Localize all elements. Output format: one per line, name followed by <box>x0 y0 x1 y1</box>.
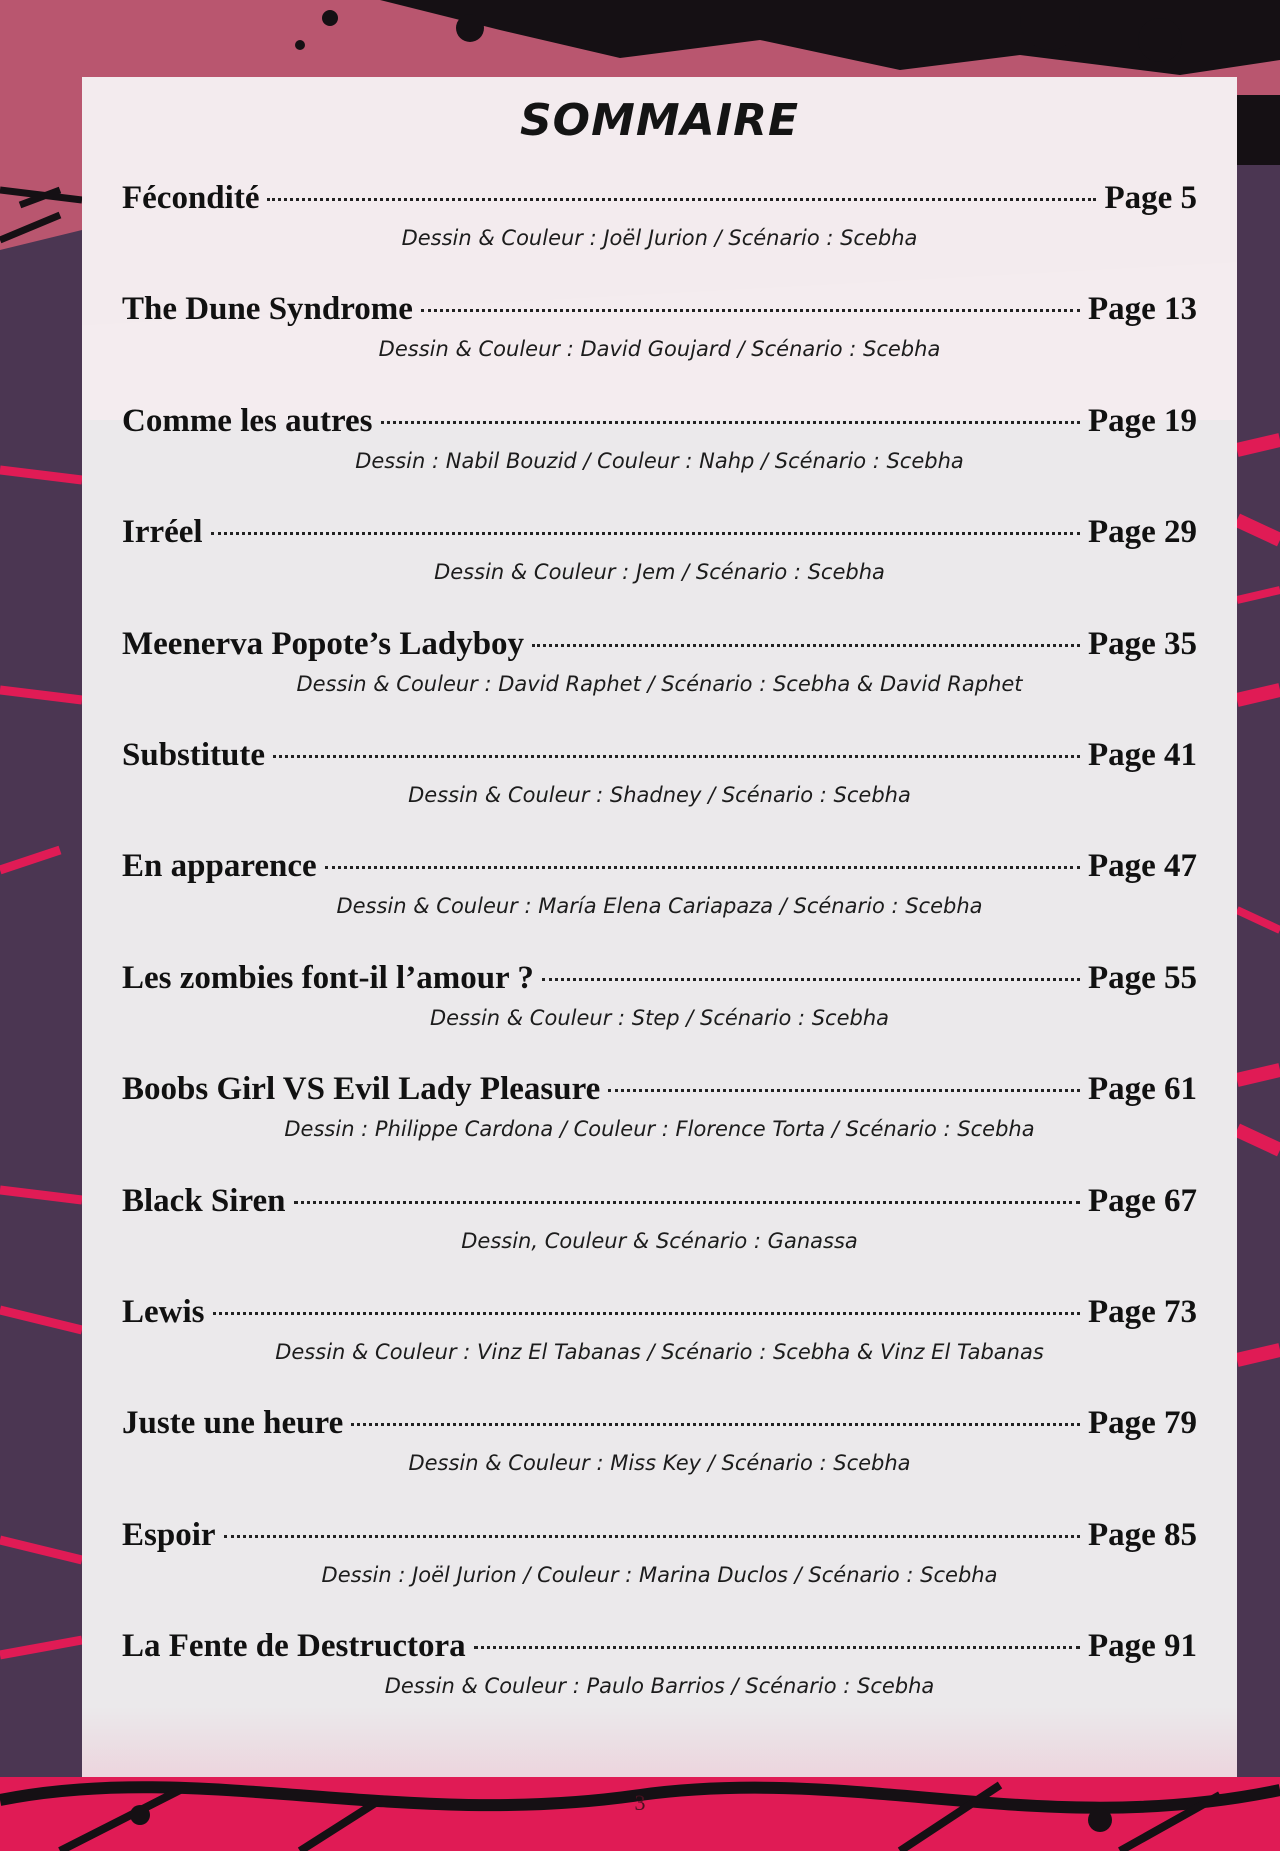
story-page-number: Page 35 <box>1087 625 1197 662</box>
story-title: Les zombies font-il l’amour ? <box>122 959 534 996</box>
toc-entry <box>122 1183 1197 1294</box>
story-title: Black Siren <box>122 1182 286 1219</box>
dot-leader <box>474 1646 1080 1649</box>
toc-entry <box>122 1628 1197 1739</box>
toc-entry <box>122 626 1197 737</box>
contents-panel <box>82 77 1237 1777</box>
toc-entry-line <box>122 1405 1197 1451</box>
toc-entry <box>122 1071 1197 1182</box>
story-page-number: Page 47 <box>1087 848 1197 885</box>
toc-entry <box>122 848 1197 959</box>
toc-entry-line <box>122 514 1197 560</box>
table-of-contents <box>122 180 1197 1739</box>
dot-leader <box>325 866 1080 869</box>
dot-leader <box>542 978 1080 981</box>
story-title: La Fente de Destructora <box>122 1628 466 1665</box>
story-page-number: Page 29 <box>1087 514 1197 551</box>
story-title: Lewis <box>122 1293 205 1330</box>
story-title: Substitute <box>122 736 266 773</box>
toc-entry <box>122 960 1197 1071</box>
story-page-number: Page 19 <box>1087 402 1197 439</box>
story-page-number: Page 61 <box>1087 1071 1197 1108</box>
toc-entry-line <box>122 1628 1197 1674</box>
story-title: The Dune Syndrome <box>122 291 413 328</box>
dot-leader <box>294 1201 1080 1204</box>
story-credits: Dessin & Couleur : Vinz El Tabanas / Scénario : Scebha & Vinz El Tabanas <box>275 1339 1044 1364</box>
toc-entry-line <box>122 960 1197 1006</box>
story-credits: Dessin : Nabil Bouzid / Couleur : Nahp / Scénario : Scebha <box>355 448 964 473</box>
dot-leader <box>267 198 1096 201</box>
dot-leader <box>211 532 1080 535</box>
toc-entry <box>122 514 1197 625</box>
dot-leader <box>608 1089 1080 1092</box>
toc-entry-line <box>122 848 1197 894</box>
story-page-number: Page 5 <box>1104 180 1197 216</box>
story-credits: Dessin & Couleur : Paulo Barrios / Scénario : Scebha <box>384 1674 935 1699</box>
story-page-number: Page 67 <box>1087 1182 1197 1219</box>
toc-entry-line <box>122 403 1197 449</box>
toc-entry-line <box>122 1071 1197 1117</box>
page-number: 3 <box>634 1790 646 1815</box>
dot-leader <box>273 755 1080 758</box>
story-credits: Dessin : Joël Jurion / Couleur : Marina Duclos / Scénario : Scebha <box>321 1562 998 1587</box>
story-credits: Dessin : Philippe Cardona / Couleur : Florence Torta / Scénario : Scebha <box>284 1117 1035 1142</box>
story-credits: Dessin, Couleur & Scénario : Ganassa <box>461 1228 858 1253</box>
story-credits: Dessin & Couleur : David Goujard / Scénario : Scebha <box>378 337 941 362</box>
toc-entry-line <box>122 1294 1197 1340</box>
toc-entry <box>122 1294 1197 1405</box>
story-credits: Dessin & Couleur : Shadney / Scénario : Scebha <box>408 782 911 807</box>
toc-entry <box>122 737 1197 848</box>
story-title: Espoir <box>122 1516 216 1553</box>
page-title: SOMMAIRE <box>519 95 800 146</box>
story-page-number: Page 91 <box>1087 1628 1197 1665</box>
story-page-number: Page 13 <box>1087 291 1197 328</box>
story-title: Meenerva Popote’s Ladyboy <box>122 625 525 662</box>
toc-entry-line <box>122 1183 1197 1229</box>
story-credits: Dessin & Couleur : Joël Jurion / Scénario : Scebha <box>401 226 918 250</box>
toc-entry-line <box>122 626 1197 672</box>
dot-leader <box>421 309 1080 312</box>
story-title: Boobs Girl VS Evil Lady Pleasure <box>122 1071 601 1108</box>
toc-entry-line <box>122 737 1197 783</box>
story-page-number: Page 41 <box>1087 736 1197 773</box>
story-page-number: Page 85 <box>1087 1516 1197 1553</box>
toc-entry <box>122 403 1197 514</box>
dot-leader <box>532 644 1080 647</box>
story-credits: Dessin & Couleur : Jem / Scénario : Scebha <box>434 560 885 585</box>
story-page-number: Page 79 <box>1087 1405 1197 1442</box>
dot-leader <box>224 1535 1080 1538</box>
story-title: Irréel <box>122 514 203 551</box>
toc-entry <box>122 1405 1197 1516</box>
toc-entry <box>122 1517 1197 1628</box>
toc-entry-line <box>122 291 1197 337</box>
story-title: Fécondité <box>122 180 260 216</box>
dot-leader <box>381 421 1080 424</box>
story-credits: Dessin & Couleur : Miss Key / Scénario : Scebha <box>408 1451 911 1476</box>
toc-entry-line <box>122 180 1197 226</box>
dot-leader <box>213 1312 1080 1315</box>
story-title: Juste une heure <box>122 1405 344 1442</box>
toc-entry <box>122 291 1197 402</box>
story-title: En apparence <box>122 848 317 885</box>
toc-entry-line <box>122 1517 1197 1563</box>
story-credits: Dessin & Couleur : María Elena Cariapaza / Scénario : Scebha <box>336 894 983 919</box>
dot-leader <box>351 1423 1080 1426</box>
story-title: Comme les autres <box>122 402 373 439</box>
story-credits: Dessin & Couleur : Step / Scénario : Scebha <box>429 1005 890 1030</box>
story-page-number: Page 55 <box>1087 959 1197 996</box>
toc-entry <box>122 180 1197 291</box>
story-page-number: Page 73 <box>1087 1293 1197 1330</box>
story-credits: Dessin & Couleur : David Raphet / Scénario : Scebha & David Raphet <box>296 671 1023 696</box>
